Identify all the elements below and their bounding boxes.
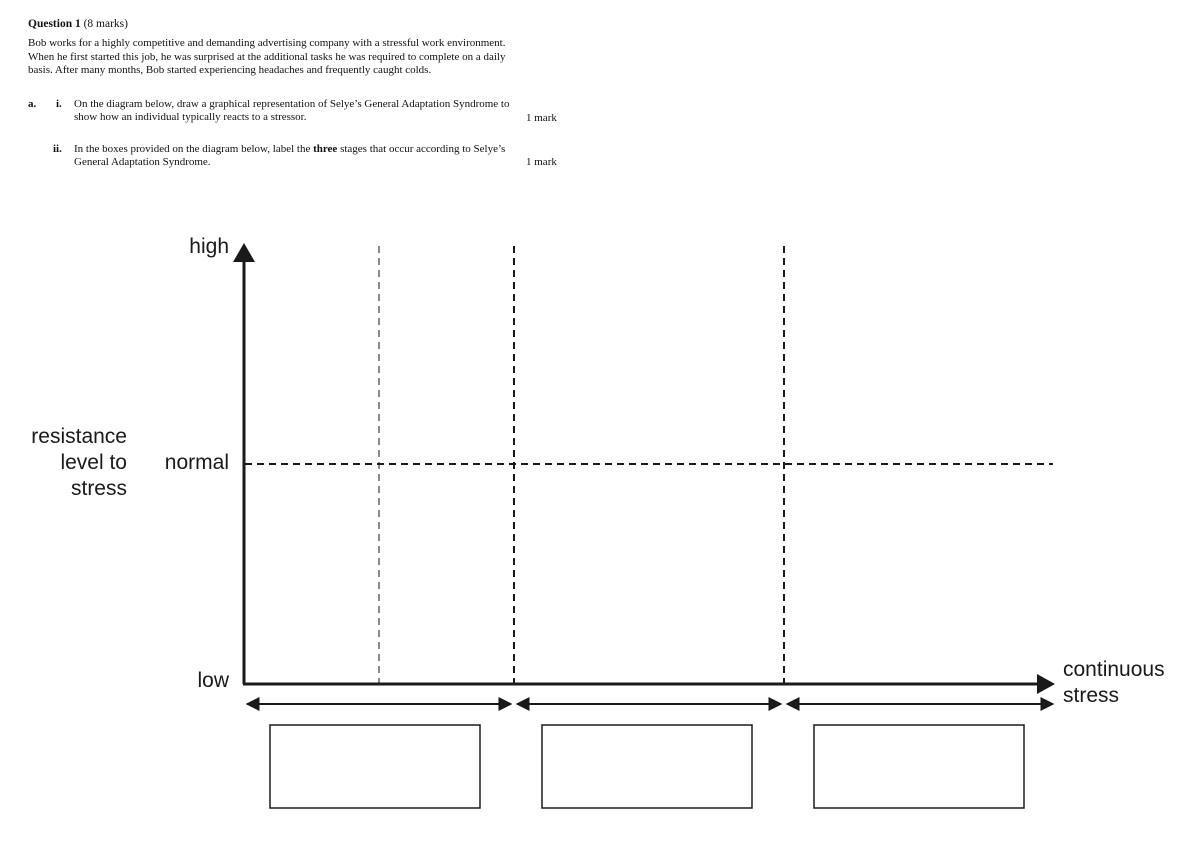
part-a-ii-text-start: In the boxes provided on the diagram below, label the xyxy=(74,143,314,155)
stage-box-1[interactable] xyxy=(270,725,480,808)
y-label-low: low xyxy=(197,669,229,692)
x-axis-arrowhead xyxy=(1037,674,1055,694)
part-a-i-number: i. xyxy=(56,98,62,110)
question-number: Question 1 xyxy=(28,18,81,30)
part-a-ii-text-end: stages that occur according to Selye’s General Adaptation Syndrome. xyxy=(74,143,506,168)
y-axis-title-line-1: resistance xyxy=(31,425,127,448)
part-a-i-marks: 1 mark xyxy=(526,112,557,124)
question-intro: Bob works for a highly competitive and demanding advertising company with a stressful work environment. When he first started this job, he was surprised at the additional tasks he was required to complete on a daily basis. After many months, Bob started experiencing headaches and frequently caught colds. xyxy=(28,37,506,76)
stage-box-2[interactable] xyxy=(542,725,752,808)
y-axis-title-line-3: stress xyxy=(70,477,127,500)
part-a-letter: a. xyxy=(28,98,37,110)
part-a-ii-marks: 1 mark xyxy=(526,156,557,168)
question-marks: (8 marks) xyxy=(83,18,128,30)
part-a-i-text: On the diagram below, draw a graphical representation of Selye’s General Adaptation Syndrome to show how an individual typically reacts to a stressor. xyxy=(74,98,510,123)
y-label-high: high xyxy=(189,235,229,258)
x-axis-title-line-1: continuous xyxy=(1063,658,1165,681)
x-axis-title-line-2: stress xyxy=(1063,684,1120,707)
part-a-ii-text-bold: three xyxy=(313,143,338,155)
y-axis-title-line-2: level to xyxy=(60,451,127,474)
part-a-ii-number: ii. xyxy=(53,143,62,155)
stage-box-3[interactable] xyxy=(814,725,1024,808)
y-axis-arrowhead xyxy=(233,243,255,262)
y-label-normal: normal xyxy=(164,451,229,474)
